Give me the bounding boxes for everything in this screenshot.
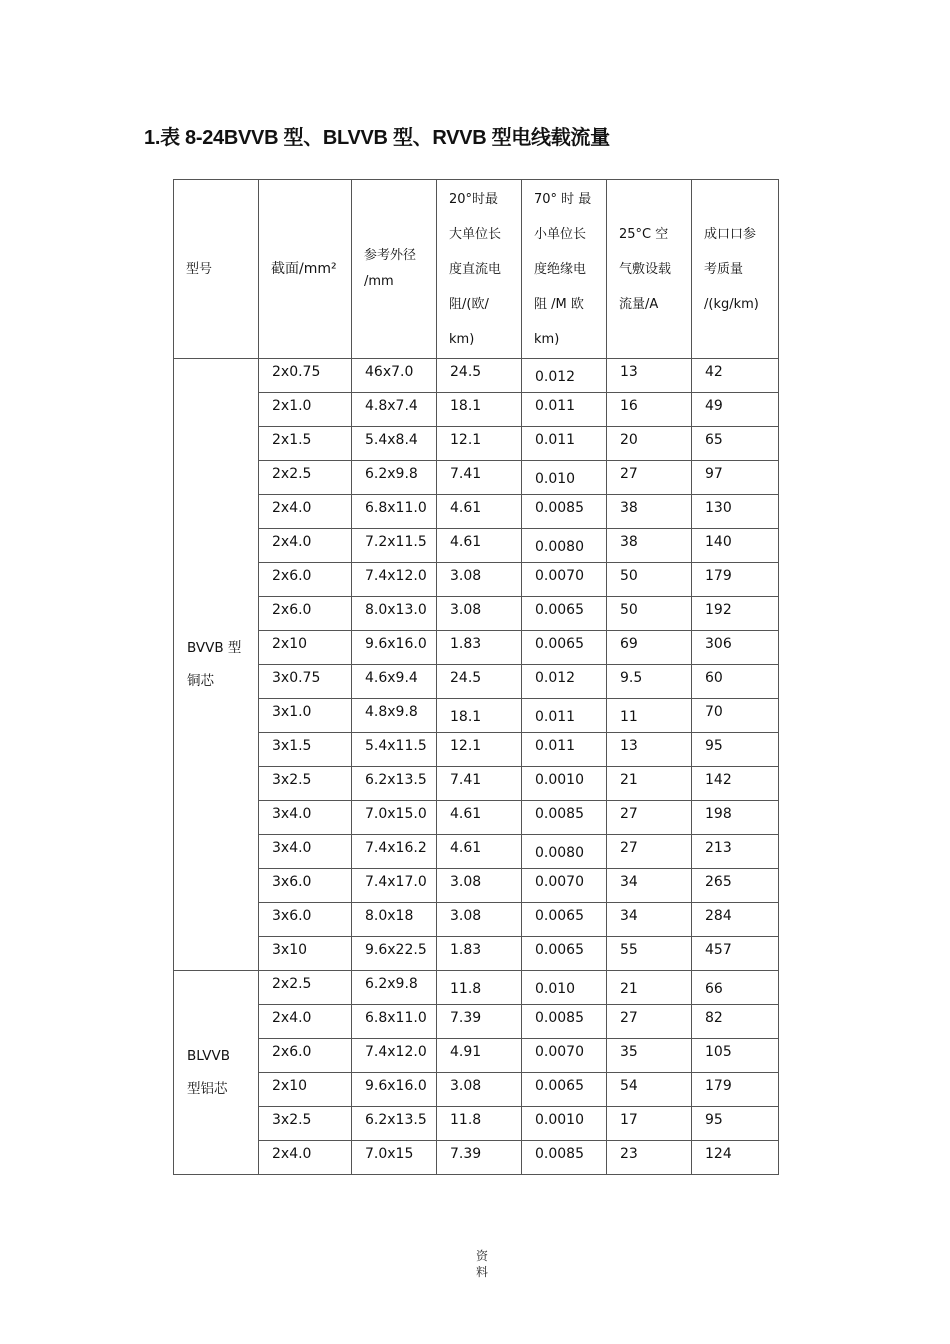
cell-section: 3x6.0 [259, 869, 352, 903]
table-row [174, 359, 779, 393]
cell-weight: 95 [692, 733, 779, 767]
cell-current: 21 [607, 767, 692, 801]
cell-weight: 284 [692, 903, 779, 937]
cell-current: 50 [607, 563, 692, 597]
cell-weight: 457 [692, 937, 779, 971]
cell-resistance: 1.83 [437, 631, 522, 665]
table-row [174, 393, 779, 427]
cell-diameter: 7.2x11.5 [352, 529, 437, 563]
cell-current: 13 [607, 359, 692, 393]
cell-section: 2x4.0 [259, 1141, 352, 1175]
cell-resistance: 4.61 [437, 801, 522, 835]
cell-insulation: 0.0010 [522, 1107, 607, 1141]
cell-section: 3x10 [259, 937, 352, 971]
cell-diameter: 8.0x13.0 [352, 597, 437, 631]
cell-section: 3x6.0 [259, 903, 352, 937]
cell-current: 69 [607, 631, 692, 665]
cell-weight: 179 [692, 1073, 779, 1107]
cell-current: 34 [607, 869, 692, 903]
cell-diameter: 7.4x17.0 [352, 869, 437, 903]
cell-current: 17 [607, 1107, 692, 1141]
cell-weight: 124 [692, 1141, 779, 1175]
table-row [174, 461, 779, 495]
cell-resistance: 4.61 [437, 835, 522, 869]
cell-section: 3x2.5 [259, 1107, 352, 1141]
table-row [174, 767, 779, 801]
cell-diameter: 9.6x16.0 [352, 1073, 437, 1107]
cell-diameter: 7.0x15 [352, 1141, 437, 1175]
table-row [174, 1141, 779, 1175]
table-row [174, 971, 779, 1005]
cell-weight: 97 [692, 461, 779, 495]
cell-current: 27 [607, 801, 692, 835]
table-row [174, 427, 779, 461]
cell-current: 16 [607, 393, 692, 427]
cell-weight: 179 [692, 563, 779, 597]
cell-insulation: 0.0065 [522, 903, 607, 937]
cell-weight: 306 [692, 631, 779, 665]
table-body [174, 359, 779, 1175]
cell-section: 2x1.0 [259, 393, 352, 427]
cell-weight: 130 [692, 495, 779, 529]
cell-section: 2x0.75 [259, 359, 352, 393]
cell-diameter: 6.2x13.5 [352, 767, 437, 801]
cell-section: 3x0.75 [259, 665, 352, 699]
table-row [174, 563, 779, 597]
cell-insulation: 0.0070 [522, 1039, 607, 1073]
cell-resistance: 7.41 [437, 767, 522, 801]
page-footer [470, 1248, 494, 1280]
cell-section: 2x4.0 [259, 529, 352, 563]
cell-section: 2x1.5 [259, 427, 352, 461]
cell-diameter: 7.4x12.0 [352, 563, 437, 597]
header-insulation: 70° 时 最 小单位长 度绝缘电 阻 /M 欧 km) [522, 180, 607, 359]
cell-section: 3x1.5 [259, 733, 352, 767]
header-current: 25°C 空 气敷设载 流量/A [607, 180, 692, 359]
cell-current: 23 [607, 1141, 692, 1175]
table-row [174, 733, 779, 767]
cell-resistance: 11.8 [437, 1107, 522, 1141]
cell-insulation: 0.011 [522, 427, 607, 461]
table-row [174, 529, 779, 563]
cell-current: 35 [607, 1039, 692, 1073]
table-row [174, 869, 779, 903]
cell-insulation: 0.0065 [522, 937, 607, 971]
cell-resistance: 12.1 [437, 733, 522, 767]
cell-current: 38 [607, 495, 692, 529]
cell-insulation: 0.0065 [522, 1073, 607, 1107]
cell-diameter: 5.4x8.4 [352, 427, 437, 461]
cell-weight: 42 [692, 359, 779, 393]
header-resistance: 20°时最 大单位长 度直流电 阻/(欧/ km) [437, 180, 522, 359]
cell-resistance: 7.39 [437, 1141, 522, 1175]
cell-current: 9.5 [607, 665, 692, 699]
table-row [174, 1073, 779, 1107]
cell-current: 13 [607, 733, 692, 767]
cell-weight: 198 [692, 801, 779, 835]
cell-insulation: 0.0085 [522, 801, 607, 835]
table-row [174, 835, 779, 869]
table-row [174, 937, 779, 971]
cell-weight: 140 [692, 529, 779, 563]
cell-weight: 65 [692, 427, 779, 461]
cell-diameter: 6.2x13.5 [352, 1107, 437, 1141]
cell-insulation: 0.0080 [522, 835, 607, 869]
cell-insulation: 0.012 [522, 665, 607, 699]
cell-insulation: 0.011 [522, 393, 607, 427]
cell-resistance: 24.5 [437, 359, 522, 393]
cell-diameter: 4.6x9.4 [352, 665, 437, 699]
group-label-line: 铜芯 [187, 672, 214, 689]
cell-insulation: 0.0085 [522, 1005, 607, 1039]
cell-section: 2x4.0 [259, 495, 352, 529]
cell-insulation: 0.0085 [522, 1141, 607, 1175]
cell-diameter: 6.8x11.0 [352, 495, 437, 529]
cell-section: 2x6.0 [259, 1039, 352, 1073]
cell-resistance: 4.91 [437, 1039, 522, 1073]
cell-diameter: 5.4x11.5 [352, 733, 437, 767]
header-weight: 成口口参 考质量 /(kg/km) [692, 180, 779, 359]
cell-insulation: 0.0080 [522, 529, 607, 563]
table-row [174, 1107, 779, 1141]
cell-weight: 60 [692, 665, 779, 699]
header-diameter: 参考外径 /mm [352, 180, 437, 359]
cell-insulation: 0.0010 [522, 767, 607, 801]
cell-diameter: 7.4x12.0 [352, 1039, 437, 1073]
cell-weight: 213 [692, 835, 779, 869]
cell-section: 2x2.5 [259, 461, 352, 495]
group-label-line: BVVB 型 [187, 639, 242, 656]
cell-current: 27 [607, 461, 692, 495]
cell-insulation: 0.011 [522, 733, 607, 767]
cell-resistance: 3.08 [437, 563, 522, 597]
cell-diameter: 9.6x16.0 [352, 631, 437, 665]
table-row [174, 801, 779, 835]
cell-weight: 66 [692, 971, 779, 1005]
group-label [174, 359, 259, 971]
cell-current: 27 [607, 1005, 692, 1039]
cell-insulation: 0.0070 [522, 869, 607, 903]
cell-weight: 82 [692, 1005, 779, 1039]
cell-resistance: 24.5 [437, 665, 522, 699]
cell-diameter: 6.2x9.8 [352, 461, 437, 495]
cell-resistance: 18.1 [437, 393, 522, 427]
table-row [174, 903, 779, 937]
cell-resistance: 3.08 [437, 869, 522, 903]
header-section: 截面/mm² [259, 180, 352, 359]
cell-diameter: 8.0x18 [352, 903, 437, 937]
cell-resistance: 7.41 [437, 461, 522, 495]
cell-section: 3x4.0 [259, 835, 352, 869]
cell-section: 2x10 [259, 1073, 352, 1107]
cell-resistance: 12.1 [437, 427, 522, 461]
cell-current: 50 [607, 597, 692, 631]
cable-spec-table [173, 179, 779, 1175]
cell-section: 2x4.0 [259, 1005, 352, 1039]
cell-section: 2x6.0 [259, 563, 352, 597]
cell-section: 3x4.0 [259, 801, 352, 835]
cell-current: 21 [607, 971, 692, 1005]
cell-resistance: 7.39 [437, 1005, 522, 1039]
cell-weight: 142 [692, 767, 779, 801]
cell-insulation: 0.0070 [522, 563, 607, 597]
cell-resistance: 11.8 [437, 971, 522, 1005]
cell-diameter: 4.8x7.4 [352, 393, 437, 427]
cell-insulation: 0.012 [522, 359, 607, 393]
cell-section: 3x2.5 [259, 767, 352, 801]
table-row [174, 597, 779, 631]
cell-current: 27 [607, 835, 692, 869]
group-label-line: BLVVB [187, 1047, 231, 1064]
footer-line: 资 [475, 1249, 488, 1263]
cell-diameter: 9.6x22.5 [352, 937, 437, 971]
cell-section: 3x1.0 [259, 699, 352, 733]
group-label-line: 型铝芯 [187, 1080, 228, 1097]
cell-current: 38 [607, 529, 692, 563]
cell-insulation: 0.010 [522, 461, 607, 495]
cell-current: 54 [607, 1073, 692, 1107]
cell-weight: 105 [692, 1039, 779, 1073]
group-label [174, 971, 259, 1175]
cell-section: 2x6.0 [259, 597, 352, 631]
cell-insulation: 0.0085 [522, 495, 607, 529]
cell-weight: 95 [692, 1107, 779, 1141]
table-row [174, 699, 779, 733]
cell-current: 20 [607, 427, 692, 461]
cell-resistance: 3.08 [437, 903, 522, 937]
cell-resistance: 18.1 [437, 699, 522, 733]
cell-resistance: 1.83 [437, 937, 522, 971]
cell-diameter: 7.4x16.2 [352, 835, 437, 869]
cell-resistance: 4.61 [437, 495, 522, 529]
table-row [174, 1005, 779, 1039]
cell-weight: 70 [692, 699, 779, 733]
page-title: 1.表 8-24BVVB 型、BLVVB 型、RVVB 型电线载流量 [144, 127, 610, 149]
cell-insulation: 0.010 [522, 971, 607, 1005]
table-row [174, 1039, 779, 1073]
cell-diameter: 4.8x9.8 [352, 699, 437, 733]
table-row [174, 495, 779, 529]
cell-section: 2x10 [259, 631, 352, 665]
cell-current: 11 [607, 699, 692, 733]
cell-insulation: 0.0065 [522, 631, 607, 665]
footer-line: 料 [475, 1265, 488, 1279]
cell-diameter: 6.2x9.8 [352, 971, 437, 1005]
table-row [174, 631, 779, 665]
cell-weight: 265 [692, 869, 779, 903]
cell-insulation: 0.011 [522, 699, 607, 733]
cell-weight: 49 [692, 393, 779, 427]
cell-resistance: 3.08 [437, 1073, 522, 1107]
cell-resistance: 3.08 [437, 597, 522, 631]
cell-insulation: 0.0065 [522, 597, 607, 631]
cell-diameter: 6.8x11.0 [352, 1005, 437, 1039]
header-row [174, 180, 779, 359]
cell-diameter: 46x7.0 [352, 359, 437, 393]
cell-current: 34 [607, 903, 692, 937]
cell-weight: 192 [692, 597, 779, 631]
cell-diameter: 7.0x15.0 [352, 801, 437, 835]
cell-section: 2x2.5 [259, 971, 352, 1005]
header-model: 型号 [174, 180, 259, 359]
cell-resistance: 4.61 [437, 529, 522, 563]
cell-current: 55 [607, 937, 692, 971]
table-row [174, 665, 779, 699]
